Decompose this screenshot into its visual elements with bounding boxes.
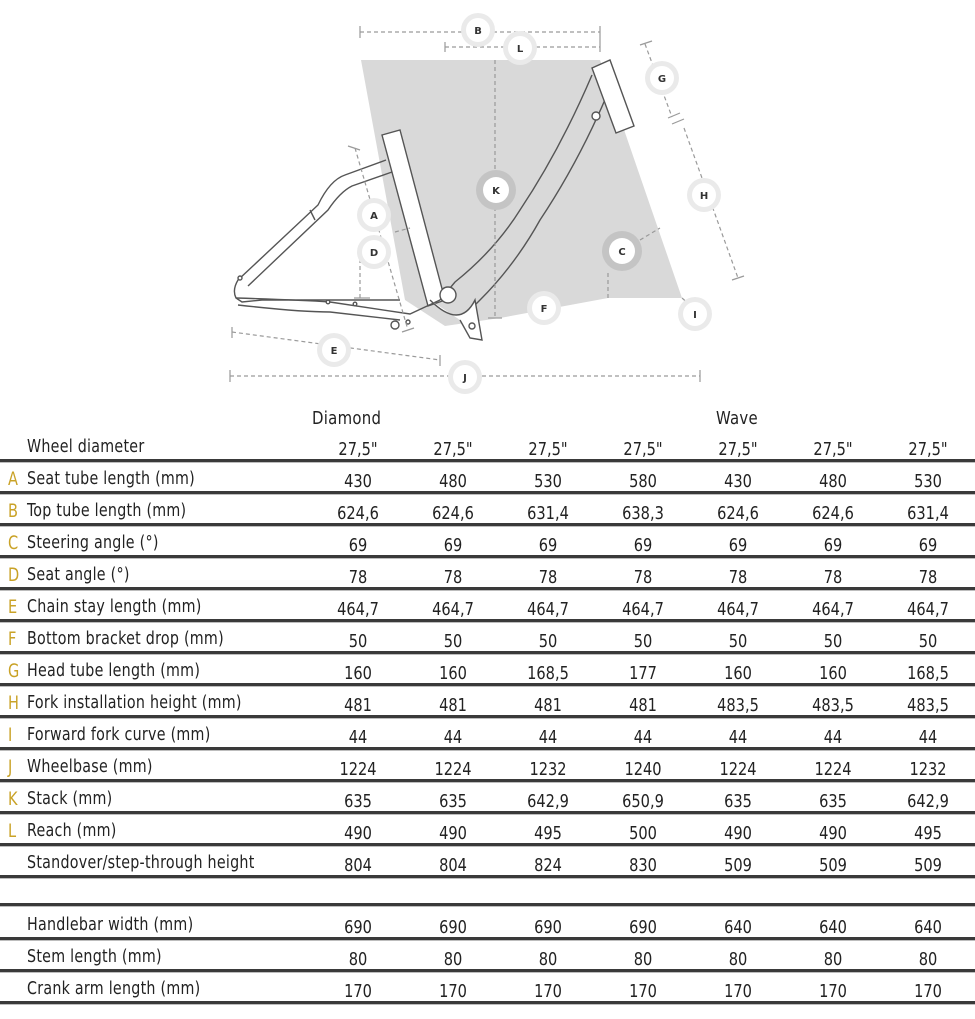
row-label: Crank arm length (mm)	[27, 978, 201, 999]
cell-value: 50	[918, 631, 938, 652]
cell-value: 1224	[339, 759, 377, 780]
row-letter: K	[8, 788, 18, 810]
badge-f	[527, 291, 561, 325]
badge-l	[503, 31, 537, 65]
svg-text:J: J	[463, 373, 467, 384]
cell-value: 464,7	[907, 599, 949, 620]
cell-value: 1224	[434, 759, 472, 780]
cell-value: 170	[344, 981, 372, 1002]
cell-value: 44	[728, 727, 748, 748]
cell-value: 580	[629, 471, 657, 492]
cell-value: 170	[914, 981, 942, 1002]
cell-value: 168,5	[527, 663, 569, 684]
cell-value: 44	[348, 727, 368, 748]
row-label: Standover/step-through height	[27, 852, 255, 873]
cell-value: 78	[823, 567, 843, 588]
cell-value: 483,5	[907, 695, 949, 716]
cell-value: 495	[914, 823, 942, 844]
cell-value: 635	[819, 791, 847, 812]
cell-value: 170	[629, 981, 657, 1002]
svg-text:F: F	[540, 304, 548, 315]
row-letter: H	[8, 692, 19, 714]
svg-text:C: C	[618, 247, 626, 258]
cell-value: 170	[534, 981, 562, 1002]
cell-value: 624,6	[812, 503, 854, 524]
table-row	[0, 655, 975, 687]
cell-value: 530	[534, 471, 562, 492]
table-row	[0, 591, 975, 623]
cell-value: 170	[819, 981, 847, 1002]
row-divider	[0, 903, 975, 907]
table-row	[0, 847, 975, 879]
cell-value: 170	[439, 981, 467, 1002]
cell-value: 690	[439, 917, 467, 938]
cell-value: 490	[344, 823, 372, 844]
cell-value: 50	[633, 631, 653, 652]
row-label: Seat angle (°)	[27, 564, 130, 585]
cell-value: 69	[823, 535, 843, 556]
cell-value: 1240	[624, 759, 662, 780]
group-label-diamond: Diamond	[312, 408, 382, 429]
cell-value: 509	[914, 855, 942, 876]
cell-value: 78	[918, 567, 938, 588]
table-row	[0, 909, 975, 941]
cell-value: 642,9	[907, 791, 949, 812]
geometry-diagram	[0, 0, 975, 400]
bike-frame-diagram	[0, 0, 975, 400]
cell-value: 78	[633, 567, 653, 588]
cell-value: 690	[629, 917, 657, 938]
row-letter: L	[8, 820, 17, 842]
row-letter: B	[8, 500, 18, 522]
badge-j	[448, 360, 482, 394]
table-row	[0, 973, 975, 1005]
cell-value: 44	[633, 727, 653, 748]
cell-value: 50	[823, 631, 843, 652]
row-label: Reach (mm)	[27, 820, 117, 841]
cell-value: 80	[918, 949, 938, 970]
table-row	[0, 719, 975, 751]
cell-value: 635	[439, 791, 467, 812]
cell-value: 177	[629, 663, 657, 684]
svg-text:L: L	[516, 44, 524, 55]
cell-value: 624,6	[717, 503, 759, 524]
cell-value: 481	[534, 695, 562, 716]
cell-value: 650,9	[622, 791, 664, 812]
cell-value: 690	[534, 917, 562, 938]
badge-k	[476, 170, 516, 210]
cell-value: 824	[534, 855, 562, 876]
cell-value: 78	[348, 567, 368, 588]
cell-value: 483,5	[812, 695, 854, 716]
cell-value: 44	[823, 727, 843, 748]
table-row	[0, 687, 975, 719]
cell-value: 804	[439, 855, 467, 876]
cell-value: 495	[534, 823, 562, 844]
cell-value: 69	[348, 535, 368, 556]
row-label: Forward fork curve (mm)	[27, 724, 211, 745]
cell-value: 80	[633, 949, 653, 970]
row-label: Wheel diameter	[27, 436, 145, 457]
cell-value: 69	[443, 535, 463, 556]
cell-value: 1232	[529, 759, 567, 780]
cell-value: 490	[724, 823, 752, 844]
row-label: Chain stay length (mm)	[27, 596, 202, 617]
row-label: Wheelbase (mm)	[27, 756, 153, 777]
cell-value: 78	[728, 567, 748, 588]
cell-value: 44	[538, 727, 558, 748]
cell-value: 509	[819, 855, 847, 876]
cell-value: 640	[724, 917, 752, 938]
cell-value: 27,5"	[718, 439, 758, 460]
cell-value: 483,5	[717, 695, 759, 716]
svg-text:B: B	[474, 26, 482, 37]
row-letter: E	[8, 596, 18, 618]
cell-value: 480	[439, 471, 467, 492]
cell-value: 69	[918, 535, 938, 556]
cell-value: 804	[344, 855, 372, 876]
cell-value: 640	[914, 917, 942, 938]
cell-value: 1232	[909, 759, 947, 780]
cell-value: 1224	[814, 759, 852, 780]
cell-value: 69	[538, 535, 558, 556]
cell-value: 481	[439, 695, 467, 716]
cell-value: 160	[344, 663, 372, 684]
cell-value: 80	[538, 949, 558, 970]
badge-e	[317, 333, 351, 367]
cell-value: 50	[728, 631, 748, 652]
row-label: Stem length (mm)	[27, 946, 162, 967]
table-row	[0, 751, 975, 783]
cell-value: 80	[728, 949, 748, 970]
row-letter: J	[8, 756, 13, 778]
cell-value: 27,5"	[813, 439, 853, 460]
badge-g	[645, 61, 679, 95]
table-row	[0, 463, 975, 495]
cell-value: 631,4	[527, 503, 569, 524]
badge-i	[678, 297, 712, 331]
cell-value: 631,4	[907, 503, 949, 524]
cell-value: 170	[724, 981, 752, 1002]
cell-value: 430	[344, 471, 372, 492]
cell-value: 160	[724, 663, 752, 684]
svg-text:I: I	[693, 310, 697, 321]
cell-value: 464,7	[432, 599, 474, 620]
table-row	[0, 941, 975, 973]
cell-value: 69	[728, 535, 748, 556]
badge-c	[602, 231, 642, 271]
badge-h	[687, 178, 721, 212]
cell-value: 430	[724, 471, 752, 492]
cell-value: 80	[443, 949, 463, 970]
cell-value: 635	[344, 791, 372, 812]
cell-value: 690	[344, 917, 372, 938]
badge-b	[461, 13, 495, 47]
cell-value: 642,9	[527, 791, 569, 812]
row-letter: F	[8, 628, 17, 650]
group-label-wave: Wave	[716, 408, 758, 429]
row-label: Steering angle (°)	[27, 532, 159, 553]
cell-value: 27,5"	[338, 439, 378, 460]
cell-value: 1224	[719, 759, 757, 780]
cell-value: 624,6	[432, 503, 474, 524]
cell-value: 635	[724, 791, 752, 812]
table-row	[0, 495, 975, 527]
cell-value: 490	[819, 823, 847, 844]
cell-value: 464,7	[337, 599, 379, 620]
cell-value: 27,5"	[908, 439, 948, 460]
geometry-spec-table	[0, 437, 975, 1005]
cell-value: 168,5	[907, 663, 949, 684]
svg-text:E: E	[330, 346, 338, 357]
cell-value: 50	[443, 631, 463, 652]
row-label: Stack (mm)	[27, 788, 113, 809]
cell-value: 500	[629, 823, 657, 844]
svg-text:H: H	[699, 191, 709, 202]
row-label: Seat tube length (mm)	[27, 468, 196, 489]
table-row	[0, 783, 975, 815]
cell-value: 50	[538, 631, 558, 652]
svg-text:A: A	[370, 211, 378, 222]
cell-value: 481	[344, 695, 372, 716]
row-label: Fork installation height (mm)	[27, 692, 242, 713]
table-row	[0, 623, 975, 655]
cell-value: 509	[724, 855, 752, 876]
row-label: Bottom bracket drop (mm)	[27, 628, 224, 649]
cell-value: 80	[348, 949, 368, 970]
cell-value: 27,5"	[528, 439, 568, 460]
cell-value: 624,6	[337, 503, 379, 524]
cell-value: 78	[443, 567, 463, 588]
cell-value: 80	[823, 949, 843, 970]
row-letter: G	[8, 660, 20, 682]
cell-value: 481	[629, 695, 657, 716]
row-letter: A	[8, 468, 18, 490]
cell-value: 464,7	[527, 599, 569, 620]
row-letter: I	[8, 724, 13, 746]
row-label: Head tube length (mm)	[27, 660, 201, 681]
cell-value: 27,5"	[433, 439, 473, 460]
cell-value: 480	[819, 471, 847, 492]
cell-value: 490	[439, 823, 467, 844]
row-label: Handlebar width (mm)	[27, 914, 194, 935]
row-letter: D	[8, 564, 20, 586]
wheel-diameter-row	[0, 431, 975, 463]
table-row	[0, 815, 975, 847]
cell-value: 160	[439, 663, 467, 684]
table-row	[0, 559, 975, 591]
row-label: Top tube length (mm)	[27, 500, 187, 521]
svg-text:G: G	[657, 74, 667, 85]
cell-value: 27,5"	[623, 439, 663, 460]
cell-value: 50	[348, 631, 368, 652]
svg-text:K: K	[492, 186, 500, 197]
cell-value: 160	[819, 663, 847, 684]
cell-value: 530	[914, 471, 942, 492]
badge-d	[357, 235, 391, 269]
cell-value: 44	[443, 727, 463, 748]
table-row	[0, 527, 975, 559]
cell-value: 78	[538, 567, 558, 588]
cell-value: 44	[918, 727, 938, 748]
badge-a	[357, 198, 391, 232]
cell-value: 640	[819, 917, 847, 938]
cell-value: 69	[633, 535, 653, 556]
row-letter: C	[8, 532, 19, 554]
cell-value: 638,3	[622, 503, 664, 524]
section-spacer	[0, 879, 975, 909]
cell-value: 464,7	[622, 599, 664, 620]
cell-value: 464,7	[717, 599, 759, 620]
cell-value: 830	[629, 855, 657, 876]
cell-value: 464,7	[812, 599, 854, 620]
svg-text:D: D	[369, 248, 379, 259]
